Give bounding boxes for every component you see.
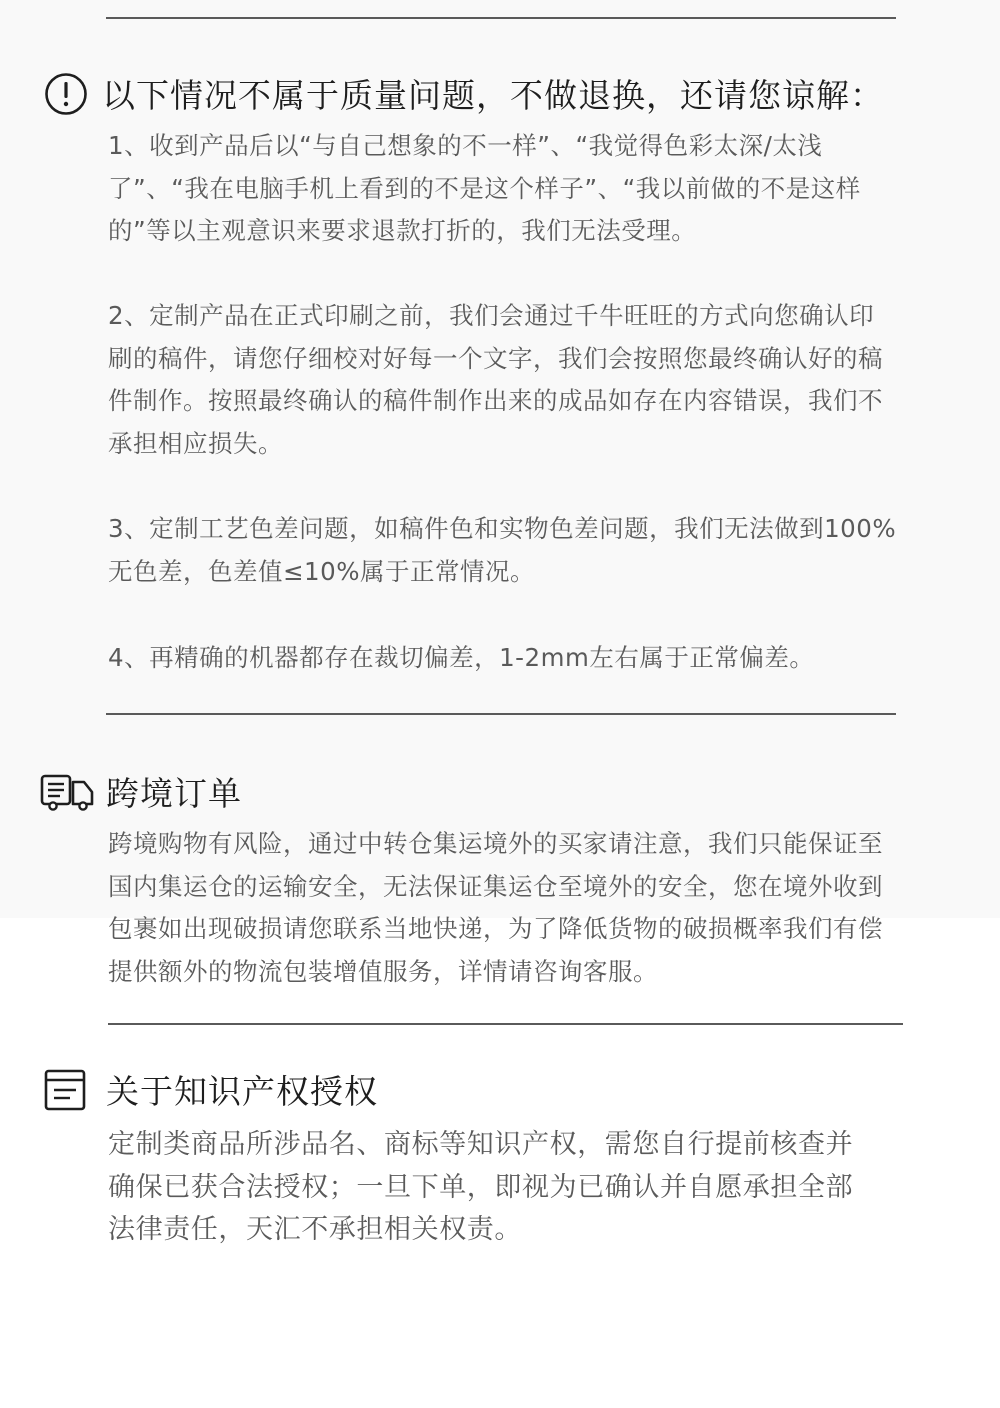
- quality-item-2: 2、定制产品在正式印刷之前，我们会通过千牛旺旺的方式向您确认印刷的稿件，请您仔细校对好每一个文字，我们会按照您最终确认好的稿件制作。按照最终确认的稿件制作出来的成品如存在内容错误，我们不承担相应损失。: [108, 301, 883, 458]
- cross-border-divider: [108, 1023, 903, 1025]
- quality-divider: [106, 713, 896, 715]
- ip-text: 定制类商品所涉品名、商标等知识产权，需您自行提前核查并确保已获合法授权；一旦下单，即视为已确认并自愿承担全部法律责任，天汇不承担相关权责。: [108, 1129, 854, 1245]
- cross-border-heading: [40, 768, 242, 815]
- cross-border-heading-text: 跨境订单: [106, 774, 242, 813]
- ip-heading: [44, 1066, 378, 1113]
- top-divider: [106, 17, 896, 19]
- exclamation-circle-icon: [44, 72, 88, 116]
- document-window-icon: [44, 1068, 86, 1112]
- ip-heading-text: 关于知识产权授权: [106, 1072, 378, 1111]
- quality-item-3: 3、定制工艺色差问题，如稿件色和实物色差问题，我们无法做到100%无色差，色差值≤10%属于正常情况。: [108, 514, 897, 586]
- cross-border-text: 跨境购物有风险，通过中转仓集运境外的买家请注意，我们只能保证至国内集运仓的运输安全，无法保证集运仓至境外的安全，您在境外收到包裹如出现破损请您联系当地快递，为了降低货物的破损概率我们有偿提供额外的物流包装增值服务，详情请咨询客服。: [108, 829, 883, 986]
- delivery-truck-icon: [40, 772, 96, 812]
- quality-heading: [44, 70, 884, 117]
- quality-item-4: 4、再精确的机器都存在裁切偏差，1-2mm左右属于正常偏差。: [108, 643, 815, 672]
- quality-heading-text: 以下情况不属于质量问题，不做退换，还请您谅解：: [102, 76, 884, 115]
- quality-item-1: 1、收到产品后以“与自己想象的不一样”、“我觉得色彩太深/太浅了”、“我在电脑手机上看到的不是这个样子”、“我以前做的不是这样的”等以主观意识来要求退款打折的，我们无法受理。: [108, 131, 861, 245]
